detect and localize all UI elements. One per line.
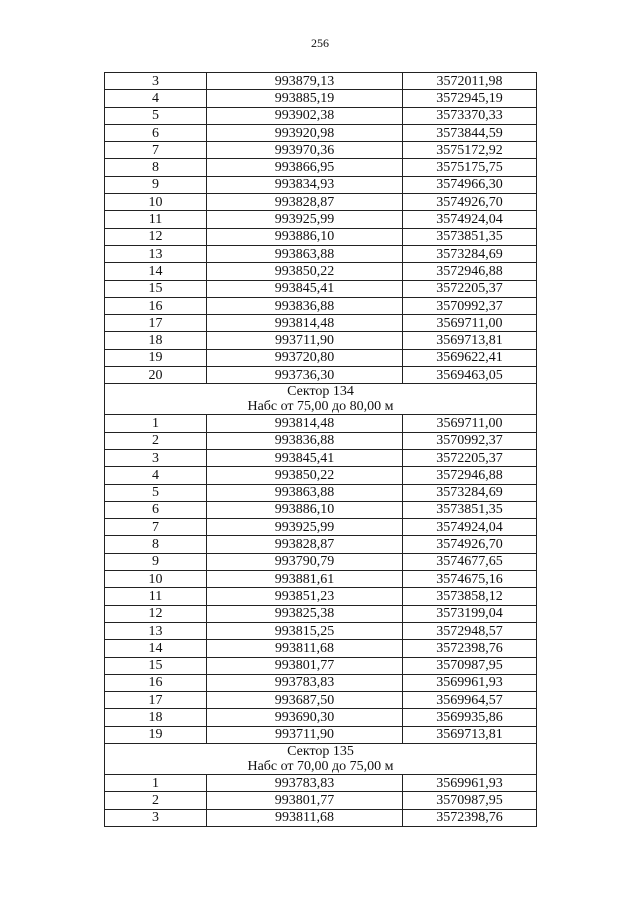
y-coordinate-cell: 3573284,69 [403, 484, 537, 501]
point-number-cell: 14 [105, 263, 207, 280]
x-coordinate-cell: 993814,48 [207, 415, 403, 432]
point-number-cell: 1 [105, 415, 207, 432]
x-coordinate-cell: 993836,88 [207, 297, 403, 314]
y-coordinate-cell: 3569711,00 [403, 415, 537, 432]
y-coordinate-cell: 3573851,35 [403, 501, 537, 518]
point-number-cell: 11 [105, 588, 207, 605]
x-coordinate-cell: 993970,36 [207, 142, 403, 159]
sector-height-range: Набс от 75,00 до 80,00 м [247, 399, 394, 415]
x-coordinate-cell: 993885,19 [207, 90, 403, 107]
point-number-cell: 14 [105, 640, 207, 657]
table-row [105, 332, 537, 349]
table-row [105, 159, 537, 176]
point-number-cell: 12 [105, 228, 207, 245]
x-coordinate-cell: 993811,68 [207, 809, 403, 826]
point-number-cell: 5 [105, 484, 207, 501]
x-coordinate-cell: 993720,80 [207, 349, 403, 366]
table-row [105, 692, 537, 709]
table-row [105, 792, 537, 809]
point-number-cell: 18 [105, 332, 207, 349]
x-coordinate-cell: 993828,87 [207, 194, 403, 211]
x-coordinate-cell: 993902,38 [207, 107, 403, 124]
table-row [105, 501, 537, 518]
y-coordinate-cell: 3574924,04 [403, 211, 537, 228]
point-number-cell: 1 [105, 774, 207, 791]
x-coordinate-cell: 993863,88 [207, 245, 403, 262]
table-row [105, 297, 537, 314]
x-coordinate-cell: 993801,77 [207, 657, 403, 674]
x-coordinate-cell: 993879,13 [207, 73, 403, 90]
point-number-cell: 7 [105, 142, 207, 159]
table-row [105, 605, 537, 622]
point-number-cell: 2 [105, 792, 207, 809]
table-row [105, 640, 537, 657]
x-coordinate-cell: 993845,41 [207, 280, 403, 297]
y-coordinate-cell: 3569935,86 [403, 709, 537, 726]
x-coordinate-cell: 993925,99 [207, 211, 403, 228]
y-coordinate-cell: 3572205,37 [403, 280, 537, 297]
table-row [105, 622, 537, 639]
table-row [105, 245, 537, 262]
point-number-cell: 13 [105, 622, 207, 639]
table-row [105, 263, 537, 280]
table-row [105, 432, 537, 449]
point-number-cell: 10 [105, 194, 207, 211]
sector-header-cell [105, 743, 537, 774]
table-row [105, 536, 537, 553]
point-number-cell: 9 [105, 553, 207, 570]
coordinates-table [104, 72, 537, 827]
x-coordinate-cell: 993711,90 [207, 726, 403, 743]
point-number-cell: 6 [105, 501, 207, 518]
table-row [105, 709, 537, 726]
y-coordinate-cell: 3572398,76 [403, 809, 537, 826]
y-coordinate-cell: 3572945,19 [403, 90, 537, 107]
y-coordinate-cell: 3573858,12 [403, 588, 537, 605]
sector-height-range: Набс от 70,00 до 75,00 м [247, 758, 394, 774]
y-coordinate-cell: 3570987,95 [403, 792, 537, 809]
x-coordinate-cell: 993811,68 [207, 640, 403, 657]
x-coordinate-cell: 993886,10 [207, 228, 403, 245]
coordinates-table-body [105, 73, 537, 827]
table-row [105, 657, 537, 674]
y-coordinate-cell: 3574926,70 [403, 536, 537, 553]
x-coordinate-cell: 993711,90 [207, 332, 403, 349]
table-row [105, 73, 537, 90]
y-coordinate-cell: 3569961,93 [403, 774, 537, 791]
point-number-cell: 3 [105, 449, 207, 466]
table-row [105, 90, 537, 107]
point-number-cell: 19 [105, 726, 207, 743]
point-number-cell: 7 [105, 519, 207, 536]
x-coordinate-cell: 993815,25 [207, 622, 403, 639]
y-coordinate-cell: 3573844,59 [403, 124, 537, 141]
sector-title: Сектор 134 [287, 384, 354, 400]
x-coordinate-cell: 993850,22 [207, 467, 403, 484]
table-row [105, 349, 537, 366]
y-coordinate-cell: 3574966,30 [403, 176, 537, 193]
point-number-cell: 19 [105, 349, 207, 366]
x-coordinate-cell: 993736,30 [207, 367, 403, 384]
table-row [105, 553, 537, 570]
x-coordinate-cell: 993687,50 [207, 692, 403, 709]
point-number-cell: 11 [105, 211, 207, 228]
y-coordinate-cell: 3572205,37 [403, 449, 537, 466]
sector-header-row [105, 384, 537, 415]
y-coordinate-cell: 3570987,95 [403, 657, 537, 674]
x-coordinate-cell: 993834,93 [207, 176, 403, 193]
x-coordinate-cell: 993828,87 [207, 536, 403, 553]
sector-title: Сектор 135 [287, 743, 354, 759]
y-coordinate-cell: 3572011,98 [403, 73, 537, 90]
table-row [105, 726, 537, 743]
point-number-cell: 12 [105, 605, 207, 622]
x-coordinate-cell: 993814,48 [207, 315, 403, 332]
table-row [105, 142, 537, 159]
table-row [105, 519, 537, 536]
y-coordinate-cell: 3569713,81 [403, 332, 537, 349]
x-coordinate-cell: 993850,22 [207, 263, 403, 280]
x-coordinate-cell: 993866,95 [207, 159, 403, 176]
table-row [105, 467, 537, 484]
sector-header-cell [105, 384, 537, 415]
y-coordinate-cell: 3570992,37 [403, 432, 537, 449]
y-coordinate-cell: 3570992,37 [403, 297, 537, 314]
y-coordinate-cell: 3573851,35 [403, 228, 537, 245]
table-row [105, 211, 537, 228]
y-coordinate-cell: 3569622,41 [403, 349, 537, 366]
x-coordinate-cell: 993886,10 [207, 501, 403, 518]
y-coordinate-cell: 3569961,93 [403, 674, 537, 691]
y-coordinate-cell: 3572948,57 [403, 622, 537, 639]
y-coordinate-cell: 3572946,88 [403, 263, 537, 280]
y-coordinate-cell: 3575172,92 [403, 142, 537, 159]
y-coordinate-cell: 3573199,04 [403, 605, 537, 622]
point-number-cell: 8 [105, 536, 207, 553]
point-number-cell: 3 [105, 73, 207, 90]
y-coordinate-cell: 3572946,88 [403, 467, 537, 484]
point-number-cell: 16 [105, 297, 207, 314]
x-coordinate-cell: 993845,41 [207, 449, 403, 466]
y-coordinate-cell: 3569964,57 [403, 692, 537, 709]
x-coordinate-cell: 993783,83 [207, 774, 403, 791]
point-number-cell: 9 [105, 176, 207, 193]
table-row [105, 367, 537, 384]
y-coordinate-cell: 3569711,00 [403, 315, 537, 332]
table-row [105, 674, 537, 691]
y-coordinate-cell: 3574924,04 [403, 519, 537, 536]
x-coordinate-cell: 993783,83 [207, 674, 403, 691]
table-row [105, 228, 537, 245]
point-number-cell: 18 [105, 709, 207, 726]
y-coordinate-cell: 3573370,33 [403, 107, 537, 124]
y-coordinate-cell: 3575175,75 [403, 159, 537, 176]
y-coordinate-cell: 3569713,81 [403, 726, 537, 743]
point-number-cell: 15 [105, 280, 207, 297]
y-coordinate-cell: 3574675,16 [403, 571, 537, 588]
x-coordinate-cell: 993925,99 [207, 519, 403, 536]
table-row [105, 588, 537, 605]
point-number-cell: 20 [105, 367, 207, 384]
table-row [105, 280, 537, 297]
sector-header-row [105, 743, 537, 774]
table-row [105, 774, 537, 791]
y-coordinate-cell: 3573284,69 [403, 245, 537, 262]
point-number-cell: 2 [105, 432, 207, 449]
x-coordinate-cell: 993920,98 [207, 124, 403, 141]
point-number-cell: 6 [105, 124, 207, 141]
point-number-cell: 17 [105, 315, 207, 332]
table-row [105, 809, 537, 826]
point-number-cell: 15 [105, 657, 207, 674]
point-number-cell: 13 [105, 245, 207, 262]
point-number-cell: 5 [105, 107, 207, 124]
x-coordinate-cell: 993801,77 [207, 792, 403, 809]
table-row [105, 194, 537, 211]
y-coordinate-cell: 3569463,05 [403, 367, 537, 384]
table-row [105, 107, 537, 124]
point-number-cell: 16 [105, 674, 207, 691]
x-coordinate-cell: 993863,88 [207, 484, 403, 501]
table-row [105, 124, 537, 141]
table-row [105, 315, 537, 332]
point-number-cell: 3 [105, 809, 207, 826]
table-row [105, 415, 537, 432]
x-coordinate-cell: 993790,79 [207, 553, 403, 570]
point-number-cell: 4 [105, 90, 207, 107]
x-coordinate-cell: 993851,23 [207, 588, 403, 605]
x-coordinate-cell: 993690,30 [207, 709, 403, 726]
point-number-cell: 4 [105, 467, 207, 484]
x-coordinate-cell: 993881,61 [207, 571, 403, 588]
table-row [105, 176, 537, 193]
table-row [105, 484, 537, 501]
point-number-cell: 10 [105, 571, 207, 588]
y-coordinate-cell: 3572398,76 [403, 640, 537, 657]
point-number-cell: 8 [105, 159, 207, 176]
x-coordinate-cell: 993836,88 [207, 432, 403, 449]
y-coordinate-cell: 3574926,70 [403, 194, 537, 211]
y-coordinate-cell: 3574677,65 [403, 553, 537, 570]
x-coordinate-cell: 993825,38 [207, 605, 403, 622]
table-row [105, 449, 537, 466]
table-row [105, 571, 537, 588]
point-number-cell: 17 [105, 692, 207, 709]
page-number: 256 [311, 36, 329, 50]
